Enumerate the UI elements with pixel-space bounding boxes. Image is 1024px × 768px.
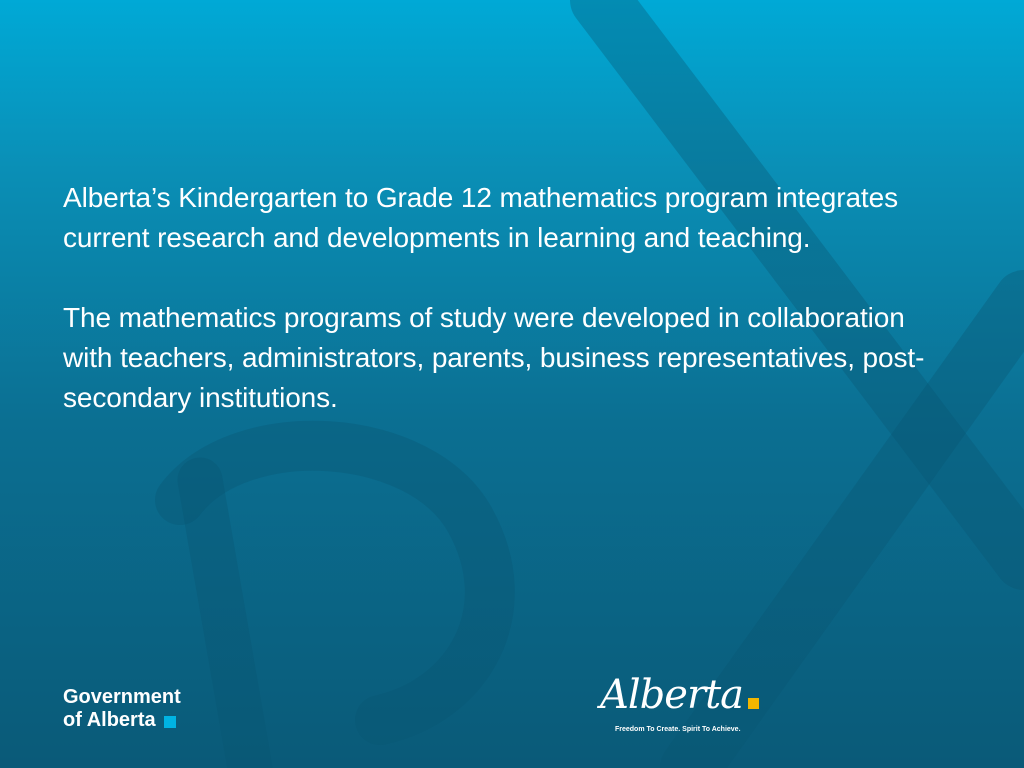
government-logo-line2: of Alberta <box>63 709 156 731</box>
government-logo-square <box>164 716 176 728</box>
government-logo-line1: Government <box>63 686 181 708</box>
alberta-logo-square <box>748 698 759 709</box>
paragraph-collaboration: The mathematics programs of study were developed in collaboration with teachers, administrators, parents, business representatives, post-secondary institutions. <box>63 302 925 413</box>
alberta-tagline: Freedom To Create. Spirit To Achieve. <box>615 726 741 733</box>
slide-body-text <box>63 178 943 418</box>
paragraph-k12-program: Alberta’s Kindergarten to Grade 12 mathematics program integrates current research and developments in learning and teaching. <box>63 182 898 253</box>
alberta-brand-logo <box>600 672 770 742</box>
government-of-alberta-logo <box>63 686 181 732</box>
alberta-wordmark: Alberta <box>600 672 743 718</box>
